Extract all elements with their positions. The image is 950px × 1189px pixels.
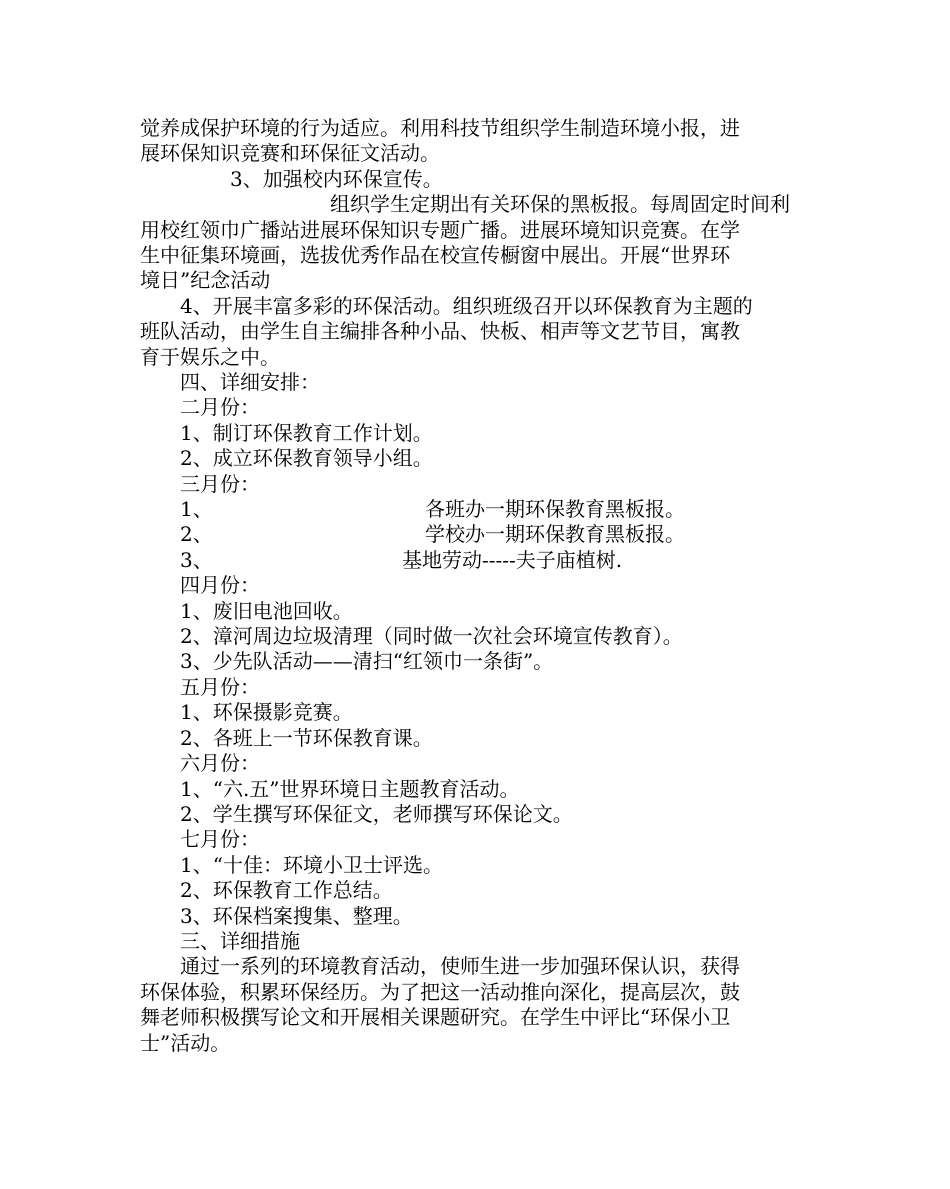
paragraph-line: 环保体验，积累环保经历。为了把这一活动推向深化，提高层次，鼓 — [140, 979, 740, 1004]
section-heading: 3、加强校内环保宣传。 — [230, 166, 443, 191]
list-item: 2、成立环保教育领导小组。 — [180, 446, 433, 471]
month-heading: 四月份： — [180, 573, 260, 598]
list-item: 1、环保摄影竞赛。 — [180, 700, 353, 725]
list-item-number: 2、 — [180, 522, 213, 547]
list-item: 1、制订环保教育工作计划。 — [180, 420, 433, 445]
list-item — [140, 548, 812, 573]
list-item: 1、“六.五”世界环境日主题教育活动。 — [180, 776, 520, 801]
section-heading: 三、详细措施 — [180, 928, 300, 953]
month-heading: 三月份： — [180, 471, 260, 496]
section-heading: 四、详细安排： — [180, 370, 320, 395]
month-heading: 二月份： — [180, 395, 260, 420]
paragraph-line: 4、开展丰富多彩的环保活动。组织班级召开以环保教育为主题的 — [180, 293, 753, 318]
document-body — [140, 116, 812, 1056]
list-item: 1、废旧电池回收。 — [180, 598, 353, 623]
list-item: 3、环保档案搜集、整理。 — [180, 903, 413, 928]
paragraph-line: 班队活动，由学生自主编排各种小品、快板、相声等文艺节目，寓教 — [140, 319, 740, 344]
paragraph-line: 生中征集环境画，选拔优秀作品在校宣传橱窗中展出。开展“世界环 — [140, 243, 731, 268]
month-heading: 五月份： — [180, 674, 260, 699]
paragraph-line: 组织学生定期出有关环保的黑板报。每周固定时间利 — [330, 192, 790, 217]
paragraph-line: 育于娱乐之中。 — [140, 344, 280, 369]
paragraph-line: 用校红领巾广播站进展环保知识专题广播。进展环境知识竞赛。在学 — [140, 217, 740, 242]
list-item-text: 基地劳动-----夫子庙植树. — [402, 547, 623, 572]
paragraph-line: 通过一系列的环境教育活动，使师生进一步加强环保认识，获得 — [180, 954, 740, 979]
list-item: 2、各班上一节环保教育课。 — [180, 725, 433, 750]
list-item — [140, 497, 812, 522]
list-item-text: 学校办一期环保教育黑板报。 — [425, 522, 685, 547]
list-item: 3、少先队活动——清扫“红领巾一条街”。 — [180, 649, 554, 674]
list-item-number: 1、 — [180, 497, 213, 522]
paragraph-line: 舞老师积极撰写论文和开展相关课题研究。在学生中评比“环保小卫 — [140, 1005, 731, 1030]
list-item: 1、“十佳：环境小卫士评选。 — [180, 852, 443, 877]
paragraph-line: 展环保知识竞赛和环保征文活动。 — [140, 141, 440, 166]
month-heading: 七月份： — [180, 827, 260, 852]
list-item: 2、漳河周边垃圾清理（同时做一次社会环境宣传教育）。 — [180, 624, 683, 649]
list-item-text: 各班办一期环保教育黑板报。 — [425, 497, 685, 522]
month-heading: 六月份： — [180, 751, 260, 776]
list-item: 2、学生撰写环保征文，老师撰写环保论文。 — [180, 801, 573, 826]
paragraph-line: 觉养成保护环境的行为适应。利用科技节组织学生制造环境小报，进 — [140, 116, 740, 140]
paragraph-line: 境日”纪念活动 — [140, 268, 271, 293]
list-item — [140, 522, 812, 547]
list-item: 2、环保教育工作总结。 — [180, 878, 393, 903]
paragraph-line: 士”活动。 — [140, 1030, 231, 1055]
list-item-number: 3、 — [180, 547, 213, 572]
